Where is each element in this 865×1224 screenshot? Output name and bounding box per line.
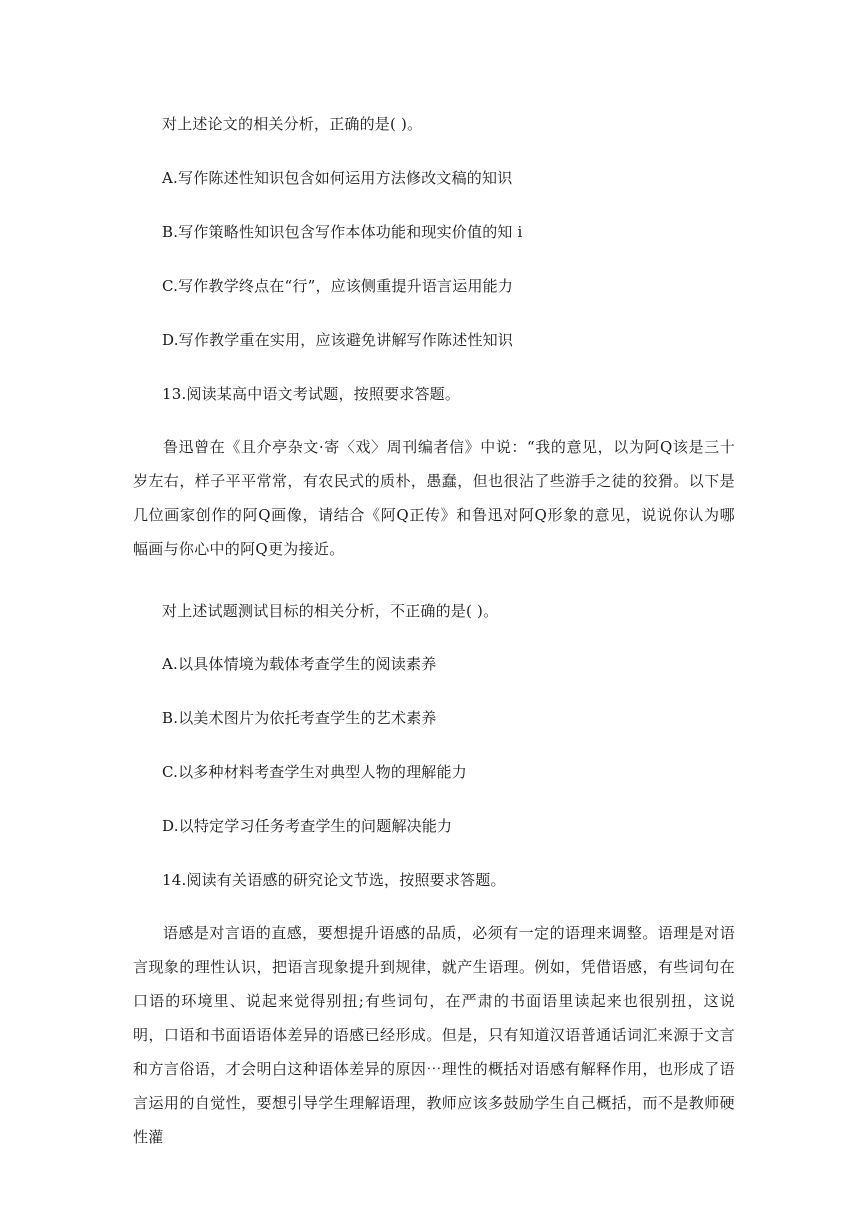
q13-option-a: A.以具体情境为载体考查学生的阅读素养	[162, 655, 437, 673]
q13-heading: 13.阅读某高中语文考试题，按照要求答题。	[162, 385, 461, 403]
q12-stem: 对上述论文的相关分析，正确的是( )。	[162, 115, 423, 133]
q13-stem: 对上述试题测试目标的相关分析，不正确的是( )。	[162, 602, 499, 620]
q12-option-d: D.写作教学重在实用，应该避免讲解写作陈述性知识	[162, 331, 514, 349]
q12-option-c: C.写作教学终点在“行”，应该侧重提升语言运用能力	[162, 277, 514, 295]
q13-material: 鲁迅曾在《且介亭杂文·寄〈戏〉周刊编者信》中说：“我的意见，以为阿Q该是三十岁左右，样子平平常常，有农民式的质朴，愚蠢，但也很沾了些游手之徒的狡猾。以下是几位画家创作的阿Q画像，请结合《阿Q正传》和鲁迅对阿Q形象的意见，说说你认为哪幅画与你心中的阿Q更为接近。	[133, 438, 735, 558]
q13-option-c: C.以多种材料考查学生对典型人物的理解能力	[162, 763, 467, 781]
q13-option-d: D.以特定学习任务考查学生的问题解决能力	[162, 817, 453, 835]
q12-option-b: B.写作策略性知识包含写作本体功能和现实价值的知 i	[162, 223, 523, 241]
q14-material: 语感是对言语的直感，要想提升语感的品质，必须有一定的语理来调整。语理是对语言现象的理性认识，把语言现象提升到规律，就产生语理。例如，凭借语感，有些词句在口语的环境里、说起来觉得别扭;有些词句，在严肃的书面语里读起来也很别扭，这说明，口语和书面语语体差异的语感已经形成。但是，只有知道汉语普通话词汇来源于文言和方言俗语，才会明白这种语体差异的原因⋯理性的概括对语感有解释作用，也形成了语言运用的自觉性，要想引导学生理解语理，教师应该多鼓励学生自己概括，而不是教师硬性灌	[133, 924, 735, 1146]
q13-option-b: B.以美术图片为依托考查学生的艺术素养	[162, 709, 437, 727]
q14-heading: 14.阅读有关语感的研究论文节选，按照要求答题。	[162, 871, 506, 889]
q12-option-a: A.写作陈述性知识包含如何运用方法修改文稿的知识	[162, 169, 513, 187]
